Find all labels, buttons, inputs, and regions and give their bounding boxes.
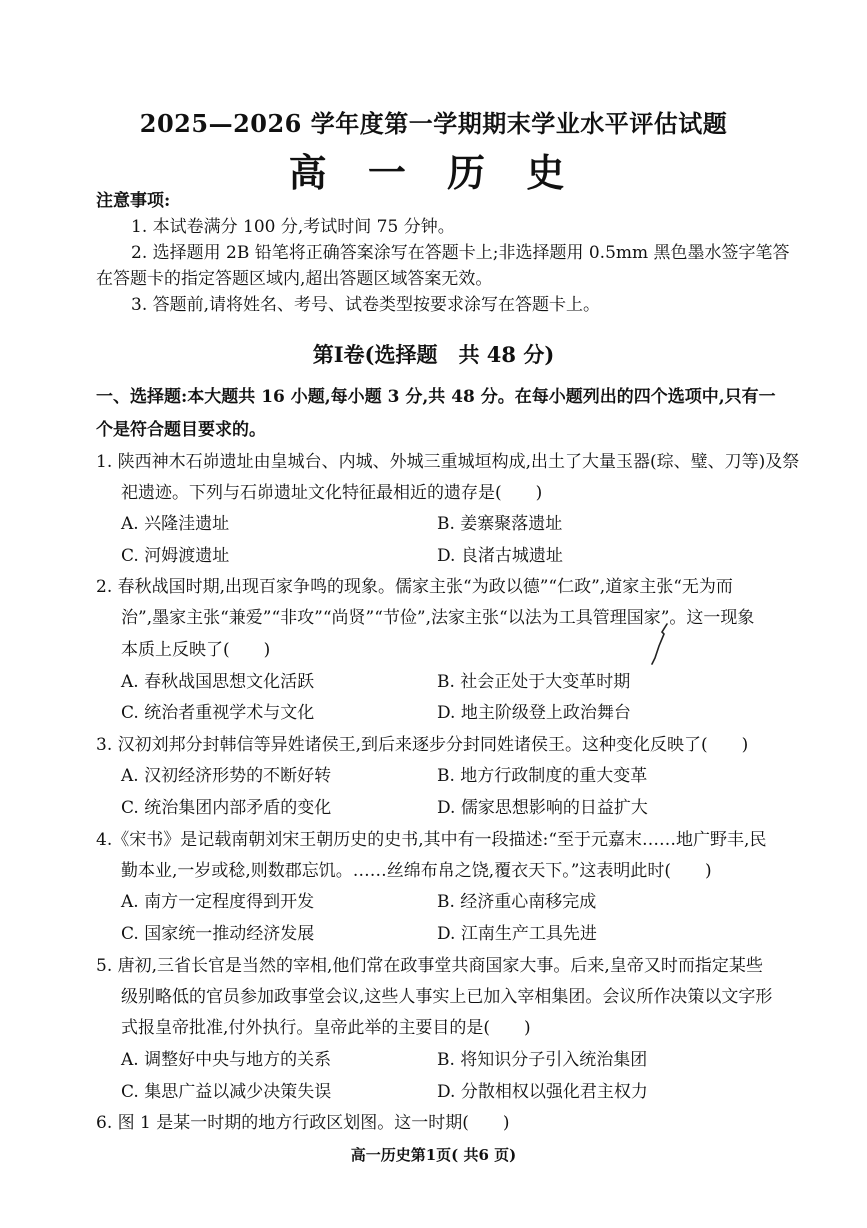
question-4-line-2: 勤本业,一岁或稔,则数郡忘饥。……丝绵布帛之饶,覆衣天下。”这表明此时( ) (121, 861, 712, 881)
notice-heading: 注意事项: (96, 191, 171, 211)
question-5-option-c: C. 集思广益以减少决策失误 (121, 1082, 332, 1102)
section-intro-line-2: 个是符合题目要求的。 (96, 420, 266, 440)
section-title: 第Ⅰ卷(选择题 共 48 分) (312, 342, 555, 367)
exam-title: 2025—2026 学年度第一学期期末学业水平评估试题 (139, 109, 728, 138)
question-5-line-2: 级别略低的官员参加政事堂会议,这些人事实上已加入宰相集团。会议所作决策以文字形 (121, 987, 773, 1007)
question-3-option-a: A. 汉初经济形势的不断好转 (121, 766, 332, 786)
question-4-line-1: 4.《宋书》是记载南朝刘宋王朝历史的史书,其中有一段描述:“至于元嘉末……地广野丰,民 (96, 830, 767, 850)
question-5-option-b: B. 将知识分子引入统治集团 (437, 1050, 648, 1070)
question-4-option-c: C. 国家统一推动经济发展 (121, 924, 315, 944)
subject-title: 高 一 历 史 (288, 150, 579, 195)
notice-item-3: 3. 答题前,请将姓名、考号、试卷类型按要求涂写在答题卡上。 (131, 295, 601, 315)
question-2-option-a: A. 春秋战国思想文化活跃 (121, 672, 315, 692)
question-2-line-1: 2. 春秋战国时期,出现百家争鸣的现象。儒家主张“为政以德”“仁政”,道家主张“无为而 (96, 577, 733, 597)
question-3-option-d: D. 儒家思想影响的日益扩大 (437, 798, 648, 818)
question-1-option-d: D. 良渚古城遗址 (437, 546, 563, 566)
question-3-option-c: C. 统治集团内部矛盾的变化 (121, 798, 332, 818)
question-2-line-3: 本质上反映了( ) (121, 640, 271, 660)
question-1-option-a: A. 兴隆洼遗址 (121, 514, 230, 534)
question-2-option-b: B. 社会正处于大变革时期 (437, 672, 631, 692)
question-2-line-2: 治”,墨家主张“兼爱”“非攻”“尚贤”“节俭”,法家主张“以法为工具管理国家”。这一现象 (121, 608, 755, 628)
question-3-option-b: B. 地方行政制度的重大变革 (437, 766, 648, 786)
notice-item-1: 1. 本试卷满分 100 分,考试时间 75 分钟。 (131, 217, 455, 237)
question-1-line-2: 祀遗迹。下列与石峁遗址文化特征最相近的遗存是( ) (121, 483, 543, 503)
question-5-line-1: 5. 唐初,三省长官是当然的宰相,他们常在政事堂共商国家大事。后来,皇帝又时而指定某些 (96, 956, 763, 976)
question-1-option-b: B. 姜寨聚落遗址 (437, 514, 563, 534)
question-4-option-d: D. 江南生产工具先进 (437, 924, 597, 944)
question-5-option-a: A. 调整好中央与地方的关系 (121, 1050, 332, 1070)
section-intro-line-1: 一、选择题:本大题共 16 小题,每小题 3 分,共 48 分。在每小题列出的四个选项中,只有一 (96, 387, 776, 407)
question-4-option-b: B. 经济重心南移完成 (437, 892, 597, 912)
question-6-line-1: 6. 图 1 是某一时期的地方行政区划图。这一时期( ) (96, 1113, 510, 1133)
question-5-option-d: D. 分散相权以强化君主权力 (437, 1082, 648, 1102)
question-3-line-1: 3. 汉初刘邦分封韩信等异姓诸侯王,到后来逐步分封同姓诸侯王。这种变化反映了( ) (96, 735, 749, 755)
notice-item-2-line-1: 2. 选择题用 2B 铅笔将正确答案涂写在答题卡上;非选择题用 0.5mm 黑色墨水签字笔答 (131, 243, 790, 263)
handwritten-mark (650, 622, 670, 666)
question-5-line-3: 式报皇帝批准,付外执行。皇帝此举的主要目的是( ) (121, 1018, 531, 1038)
page-footer: 高一历史第1页( 共6 页) (350, 1146, 517, 1164)
notice-item-2-line-2: 在答题卡的指定答题区域内,超出答题区域答案无效。 (96, 269, 493, 289)
question-1-option-c: C. 河姆渡遗址 (121, 546, 230, 566)
question-1-line-1: 1. 陕西神木石峁遗址由皇城台、内城、外城三重城垣构成,出土了大量玉器(琮、璧、刀等)及祭 (96, 452, 800, 472)
question-2-option-d: D. 地主阶级登上政治舞台 (437, 703, 631, 723)
question-2-option-c: C. 统治者重视学术与文化 (121, 703, 315, 723)
question-4-option-a: A. 南方一定程度得到开发 (121, 892, 315, 912)
